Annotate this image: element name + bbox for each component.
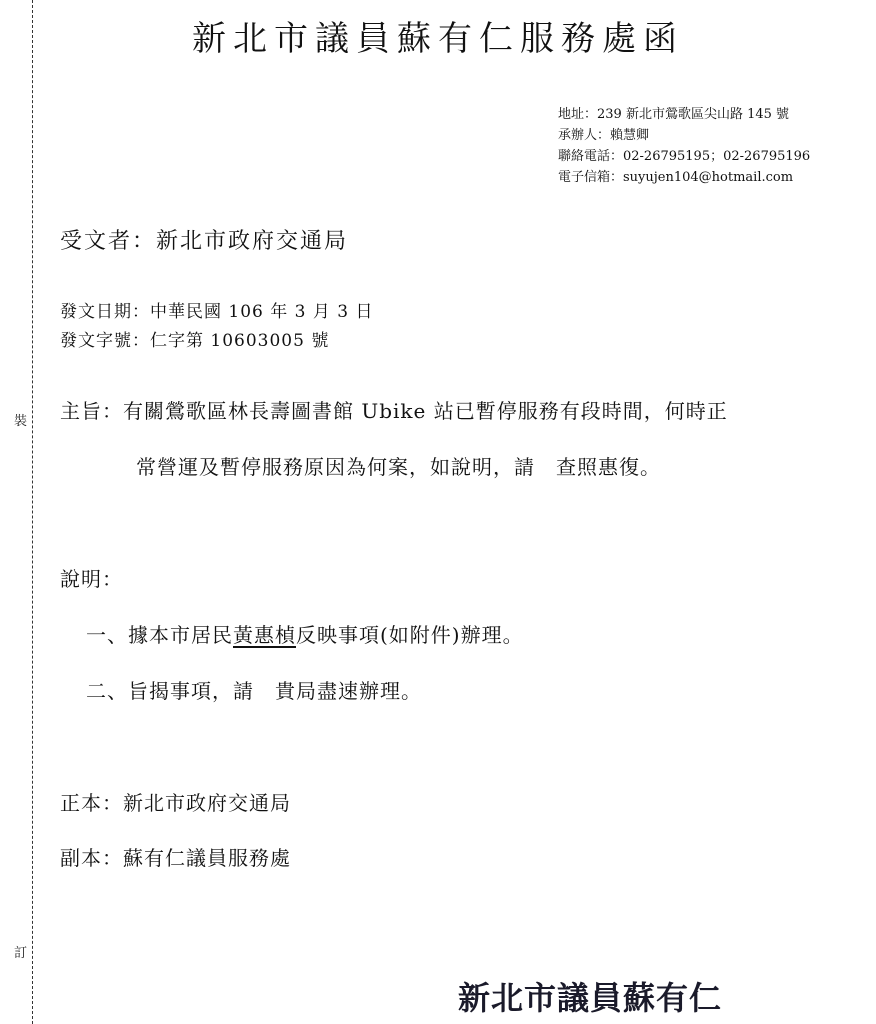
- explanation-item-2: 二、旨揭事項，請 貴局盡速辦理。: [86, 679, 422, 703]
- contact-email: 電子信箱：suyujen104@hotmail.com: [558, 170, 794, 185]
- binding-mark-top: 裝: [14, 414, 28, 429]
- recipient: 受文者：新北市政府交通局: [60, 229, 349, 254]
- issue-date: 發文日期：中華民國 106 年 3 月 3 日: [60, 302, 374, 322]
- signature: 新北市議員蘇有仁: [458, 979, 723, 1017]
- explanation-item-1: [86, 620, 524, 650]
- duplicate-copy: 副本：蘇有仁議員服務處: [60, 846, 291, 870]
- contact-block: [558, 104, 810, 188]
- subject-line-2: 常營運及暫停服務原因為何案，如說明，請 查照惠復。: [136, 455, 661, 479]
- document-title: 新北市議員蘇有仁服務處函: [192, 19, 684, 59]
- contact-handler: 承辦人：賴慧卿: [558, 128, 650, 143]
- original-copy: 正本：新北市政府交通局: [60, 791, 291, 815]
- contact-address: 地址：239 新北市鶯歌區尖山路 145 號: [558, 107, 790, 122]
- issue-number: 發文字號：仁字第 10603005 號: [60, 331, 330, 351]
- binding-mark-bottom: 訂: [14, 946, 28, 961]
- subject-line-1: 主旨：有關鶯歌區林長壽圖書館 Ubike 站已暫停服務有段時間，何時正: [60, 399, 728, 423]
- explanation-heading: 說明：: [60, 567, 123, 591]
- explanation-item-1-suffix: 反映事項(如附件)辦理。: [296, 623, 524, 647]
- resident-name: 黃惠楨: [233, 623, 296, 647]
- explanation-item-1-prefix: 一、據本市居民: [86, 623, 233, 647]
- contact-phone: 聯絡電話：02-26795195；02-26795196: [558, 149, 811, 164]
- binding-line: [32, 0, 33, 1024]
